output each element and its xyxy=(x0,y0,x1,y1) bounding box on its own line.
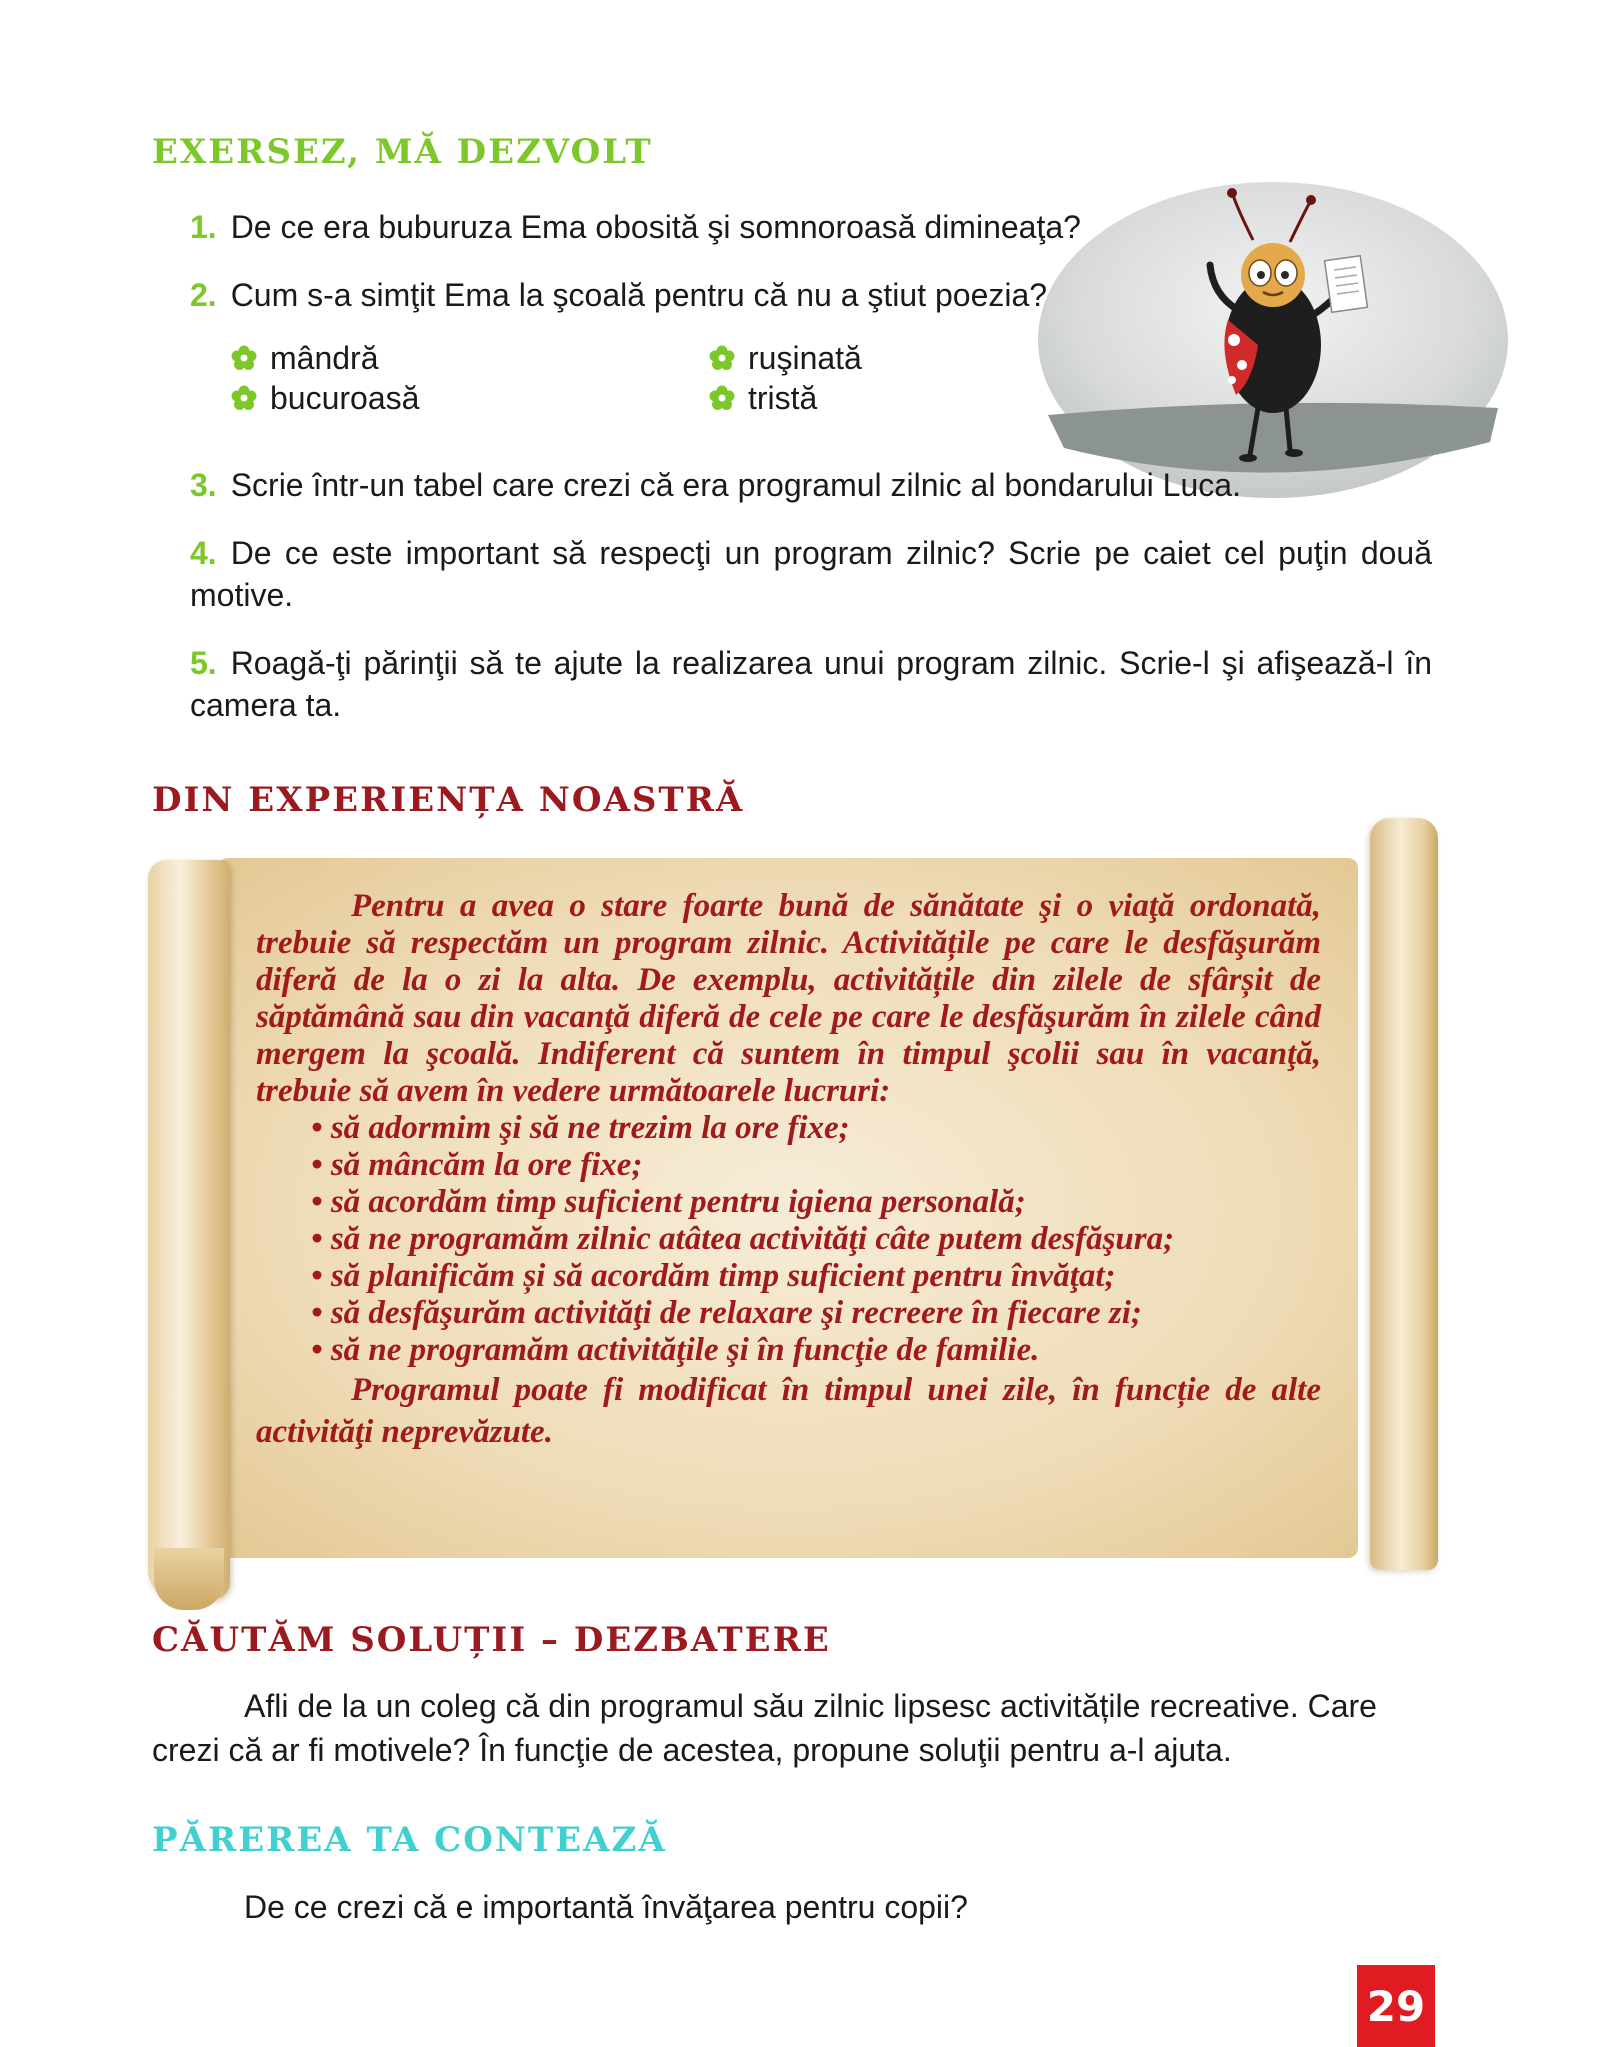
scroll-intro: Pentru a avea o stare foarte bună de sănătate şi o viaţă ordonată, trebuie să respectăm un program zilnic. Activitățile pe care le desfăşurăm diferă de la o zi la alta. De exemplu, activitățile din zilele de sfârșit de săptămână sau din vacanţă diferă de cele pe care le desfăşurăm în zilele când mergem la şcoală. Indiferent că suntem în timpul şcolii sau în vacanţă, trebuie să avem în vedere următoarele lucruri: xyxy=(256,888,1321,1109)
question-3: 3. Scrie într-un tabel care crezi că era programul zilnic al bondarului Luca. xyxy=(190,467,1241,503)
list-item: • să acordăm timp suficient pentru igiena personală; xyxy=(311,1184,1321,1221)
question-4: 4. De ce este important să respecţi un program zilnic? Scrie pe caiet cel puţin două motive. xyxy=(190,535,1432,613)
option-trista: tristă xyxy=(708,378,817,418)
list-item: • să desfăşurăm activităţi de relaxare şi recreere în fiecare zi; xyxy=(311,1295,1321,1332)
debate-text: Afli de la un coleg că din programul său zilnic lipsesc activitățile recreative. Care crezi că ar fi motivele? În funcţie de acestea, propune soluţii pentru a-l ajuta. xyxy=(152,1688,1377,1768)
flower-bullet-icon xyxy=(708,344,736,372)
scroll-outro: Programul poate fi modificat în timpul unei zile, în funcție de alte activităţi neprevăzute. xyxy=(256,1372,1321,1450)
scroll-bullet-list xyxy=(256,1110,1321,1369)
question-5: 5. Roagă-ţi părinţii să te ajute la realizarea unui program zilnic. Scrie-l şi afişează-l în camera ta. xyxy=(190,645,1432,723)
list-item: • să adormim şi să ne trezim la ore fixe; xyxy=(311,1110,1321,1147)
option-mandra: mândră xyxy=(230,338,379,378)
section-title-experienta: DIN EXPERIENȚA NOASTRĂ xyxy=(152,780,745,820)
scroll-left-curl xyxy=(154,1548,224,1610)
opinion-question: De ce crezi că e importantă învăţarea pentru copii? xyxy=(244,1889,968,1925)
scroll-right-roll xyxy=(1370,818,1438,1570)
scroll-left-roll xyxy=(148,860,230,1600)
page-number-badge: 29 xyxy=(1357,1965,1435,2047)
scroll-text xyxy=(256,888,1321,1453)
list-item: • să planificăm și să acordăm timp suficient pentru învăţat; xyxy=(311,1258,1321,1295)
flower-bullet-icon xyxy=(230,384,258,412)
section-title-exersez: EXERSEZ, MĂ DEZVOLT xyxy=(152,132,653,172)
list-item: • să ne programăm zilnic atâtea activităţi câte putem desfăşura; xyxy=(311,1221,1321,1258)
list-item: • să mâncăm la ore fixe; xyxy=(311,1147,1321,1184)
section-title-cautam-solutii: CĂUTĂM SOLUȚII – DEZBATERE xyxy=(152,1620,831,1660)
list-item: • să ne programăm activităţile şi în funcţie de familie. xyxy=(311,1332,1321,1369)
option-bucuroasa: bucuroasă xyxy=(230,378,419,418)
flower-bullet-icon xyxy=(708,384,736,412)
option-rusinata: ruşinată xyxy=(708,338,862,378)
section-title-parerea-ta: PĂREREA TA CONTEAZĂ xyxy=(152,1820,667,1860)
ladybug-illustration xyxy=(1028,180,1508,500)
parchment-scroll xyxy=(148,818,1438,1618)
question-1: 1. De ce era buburuza Ema obosită şi somnoroasă dimineaţa? xyxy=(190,209,1081,245)
flower-bullet-icon xyxy=(230,344,258,372)
question-2: 2. Cum s-a simţit Ema la şcoală pentru că nu a ştiut poezia? xyxy=(190,277,1048,313)
